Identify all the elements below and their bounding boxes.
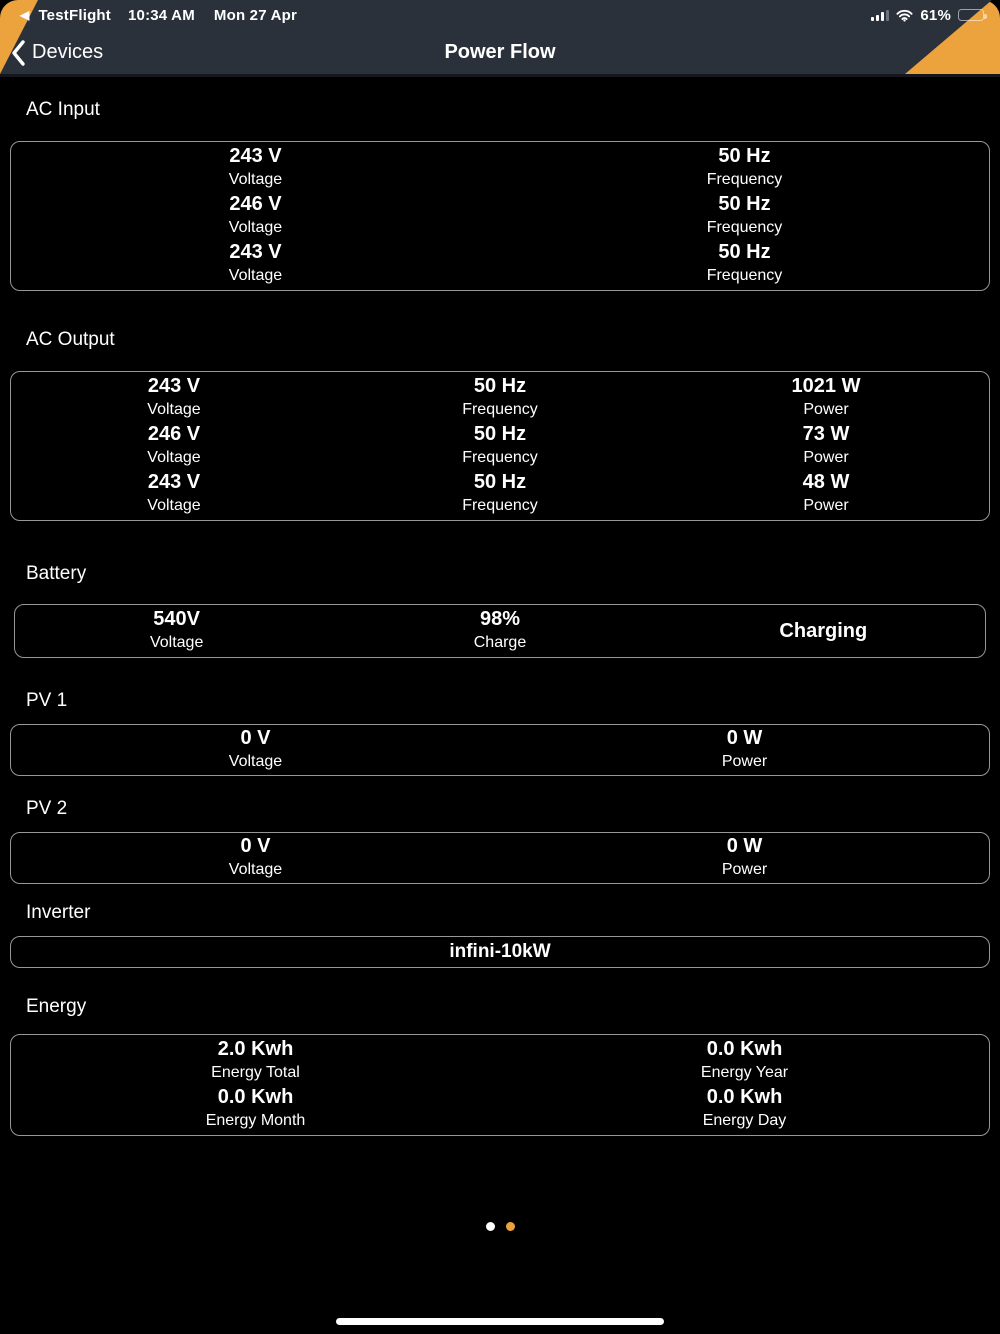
section-inverter: [0, 902, 1000, 968]
stat-value: 540V: [153, 608, 201, 630]
battery-nub: [984, 14, 987, 19]
stat-label: Power: [803, 449, 849, 466]
stat-label: Frequency: [462, 449, 538, 466]
stat-label: Voltage: [147, 401, 201, 418]
pv1-card: [10, 724, 990, 776]
stat-label: Energy Year: [700, 1064, 789, 1081]
stat-label: Voltage: [228, 219, 283, 236]
battery-status-column: [662, 607, 985, 655]
stat-value: 0 W: [726, 835, 763, 857]
battery-card: [14, 604, 986, 658]
stat-value: 0 V: [240, 727, 271, 749]
stat-label: Frequency: [462, 497, 538, 514]
stat-value: 243 V: [229, 241, 282, 263]
pv2-power-column: [500, 834, 989, 882]
stat-value: 1021 W: [791, 375, 861, 397]
stat-value: 0.0 Kwh: [217, 1086, 294, 1108]
stat-label: Voltage: [147, 449, 201, 466]
stat-label: Frequency: [462, 401, 538, 418]
stat-label: Energy Day: [702, 1112, 787, 1129]
stat-value: 50 Hz: [473, 471, 527, 493]
stat-label: Voltage: [147, 497, 201, 514]
ac-output-voltage-column: [11, 374, 337, 518]
stat-value: 98%: [479, 608, 520, 630]
pv1-power-column: [500, 726, 989, 774]
stat-label: Voltage: [228, 267, 283, 284]
ac-output-frequency-column: [337, 374, 663, 518]
stat-value: 50 Hz: [718, 193, 771, 215]
ac-input-frequency-column: [500, 144, 989, 288]
stat-label: Power: [721, 753, 768, 770]
stat-value: 246 V: [147, 423, 201, 445]
section-ac-input: [0, 99, 1000, 291]
stat-value: 0 W: [726, 727, 763, 749]
battery-status-badge: Charging: [779, 619, 868, 642]
stat-value: 48 W: [802, 471, 850, 493]
stat-value: 246 V: [229, 193, 282, 215]
app-header: [0, 0, 1000, 77]
page-dot-inactive[interactable]: [486, 1222, 495, 1231]
energy-right-column: [500, 1037, 989, 1133]
battery-voltage-column: [15, 607, 338, 655]
back-to-app-icon[interactable]: ◀: [20, 8, 30, 22]
status-date: Mon 27 Apr: [213, 6, 298, 24]
stat-label: Frequency: [706, 219, 783, 236]
battery-percent-label: 61%: [920, 6, 951, 24]
stat-label: Energy Month: [205, 1112, 306, 1129]
section-pv1: [0, 690, 1000, 776]
stat-value: 0.0 Kwh: [706, 1038, 783, 1060]
status-time: 10:34 AM: [127, 6, 195, 24]
status-bar-left: [20, 7, 297, 24]
stat-label: Voltage: [228, 753, 283, 770]
stat-value: 50 Hz: [473, 375, 527, 397]
stat-label: Energy Total: [211, 1064, 300, 1081]
stat-label: Charge: [473, 634, 527, 651]
pv2-card: [10, 832, 990, 884]
section-battery: [0, 563, 1000, 658]
stat-label: Frequency: [706, 267, 783, 284]
cellular-signal-icon: [871, 10, 889, 21]
status-bar-right: [871, 7, 984, 24]
stat-value: 50 Hz: [473, 423, 527, 445]
stat-label: Voltage: [149, 634, 204, 651]
ac-output-power-column: [663, 374, 989, 518]
stat-value: 0 V: [240, 835, 271, 857]
section-pv2: [0, 798, 1000, 884]
stat-value: 50 Hz: [718, 145, 771, 167]
page-dot-active[interactable]: [506, 1222, 515, 1231]
section-title: PV 1: [26, 690, 68, 711]
stat-value: 73 W: [802, 423, 850, 445]
section-ac-output: [0, 329, 1000, 521]
section-title: PV 2: [26, 798, 68, 819]
stat-value: 243 V: [229, 145, 282, 167]
section-title: AC Output: [26, 329, 115, 350]
section-energy: [0, 996, 1000, 1136]
battery-charge-column: [338, 607, 661, 655]
inverter-name: infini-10kW: [449, 941, 551, 962]
ac-input-card: [10, 141, 990, 291]
stat-label: Power: [721, 861, 768, 878]
stat-value: 243 V: [147, 375, 201, 397]
back-button-label: Devices: [32, 41, 104, 63]
wifi-icon: [896, 9, 913, 22]
home-indicator[interactable]: [336, 1318, 664, 1325]
ac-output-card: [10, 371, 990, 521]
page-control: [0, 1222, 1000, 1231]
stat-label: Voltage: [228, 171, 283, 188]
status-bar: [0, 3, 1000, 27]
energy-left-column: [11, 1037, 500, 1133]
chevron-left-icon: [12, 40, 25, 66]
back-button[interactable]: [12, 28, 103, 77]
section-title: AC Input: [26, 99, 100, 120]
energy-card: [10, 1034, 990, 1136]
stat-label: Power: [803, 401, 849, 418]
stat-label: Voltage: [228, 861, 283, 878]
pv2-voltage-column: [11, 834, 500, 882]
power-flow-page: [0, 99, 1000, 1231]
back-to-app-label[interactable]: TestFlight: [38, 6, 111, 24]
nav-bar: [0, 28, 1000, 77]
stat-value: 0.0 Kwh: [706, 1086, 783, 1108]
section-title: Energy: [26, 996, 87, 1017]
section-title: Inverter: [26, 902, 91, 923]
section-title: Battery: [26, 563, 87, 584]
stat-label: Frequency: [706, 171, 783, 188]
stat-value: 50 Hz: [718, 241, 771, 263]
stat-value: 243 V: [147, 471, 201, 493]
page-title: Power Flow: [444, 41, 556, 63]
stat-label: Power: [803, 497, 849, 514]
inverter-card: [10, 936, 990, 968]
battery-icon: [958, 9, 984, 21]
ac-input-voltage-column: [11, 144, 500, 288]
pv1-voltage-column: [11, 726, 500, 774]
stat-value: 2.0 Kwh: [217, 1038, 294, 1060]
